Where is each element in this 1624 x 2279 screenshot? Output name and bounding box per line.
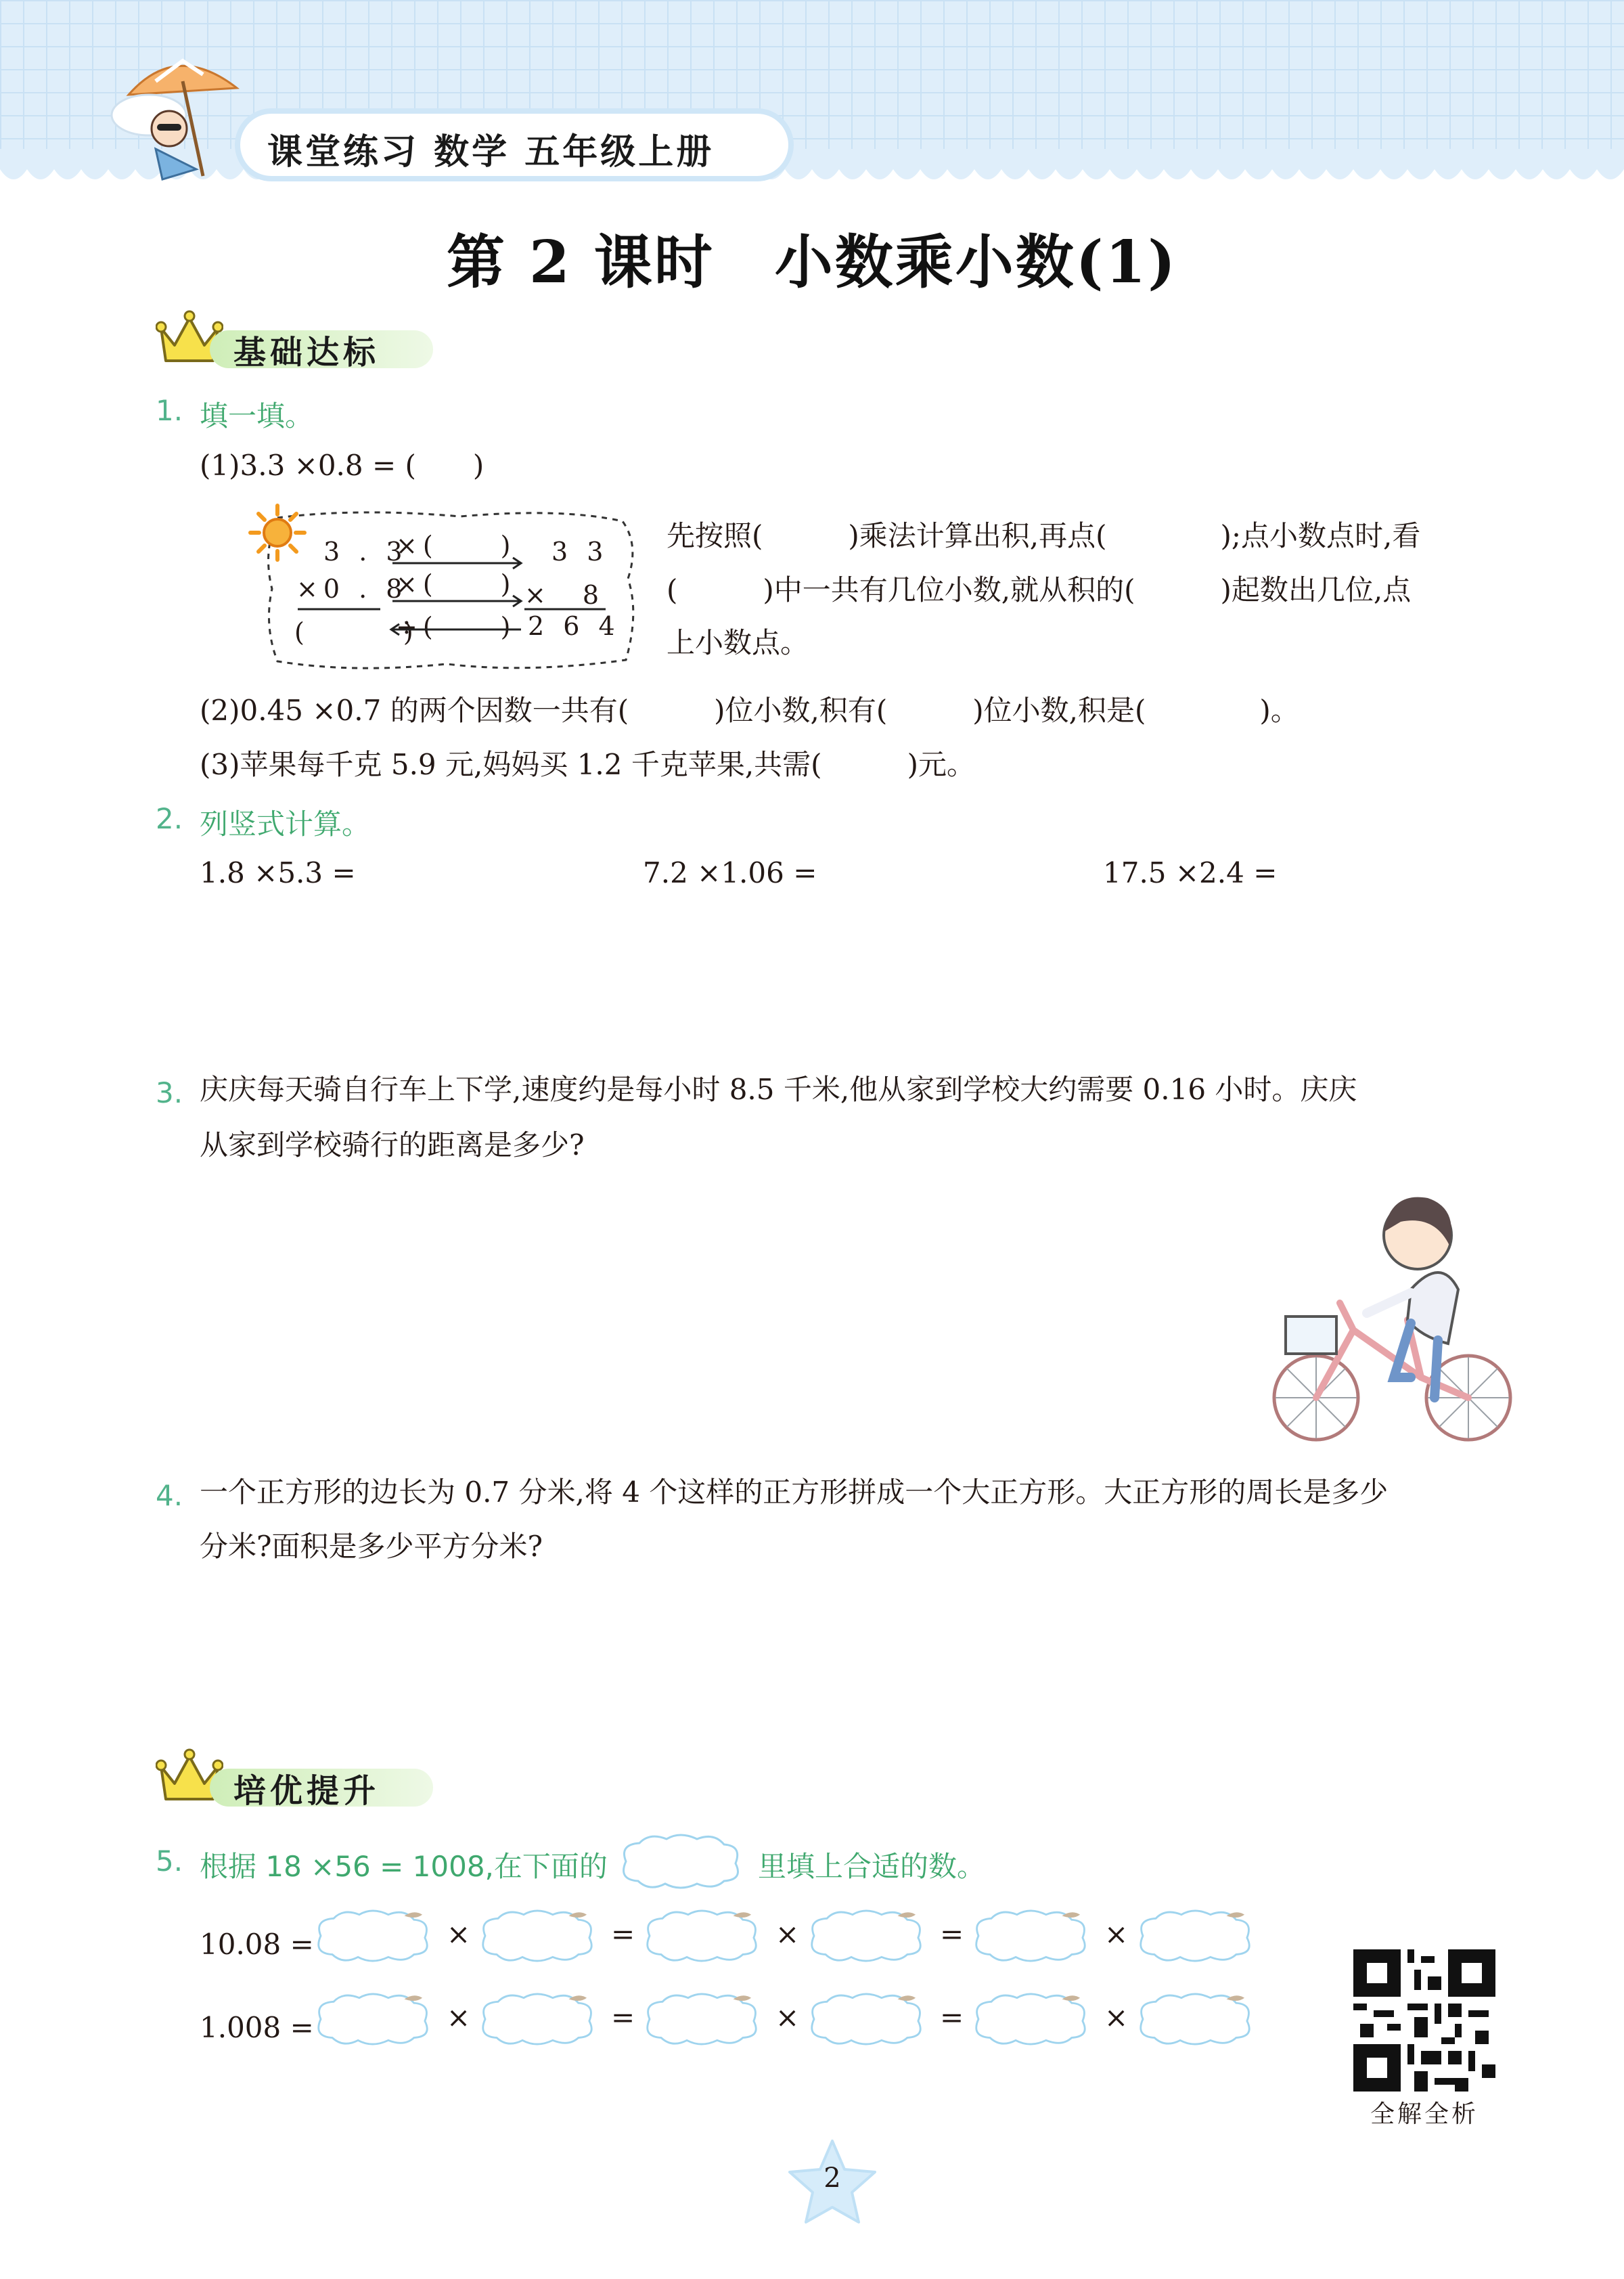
qr-code-pattern: [1353, 1949, 1495, 2092]
q4-number: 4.: [156, 1479, 183, 1512]
cloud-blank-r2-c2[interactable]: [472, 1989, 601, 2050]
diagram-r2-right: × 8: [524, 580, 605, 610]
cloud-blank-r2-c3[interactable]: [637, 1989, 765, 2050]
q5-row2-operator-1: ×: [447, 2001, 471, 2034]
cloud-blank-r2-c1[interactable]: [308, 1989, 436, 2050]
diagram-r3-op: ÷( ): [396, 612, 516, 642]
diagram-r2-op: ×( ): [396, 569, 516, 599]
q5-row2-label: 1.008 =: [200, 2011, 314, 2044]
cyclist-illustration: [1265, 1174, 1522, 1459]
q5-row1-label: 10.08 =: [200, 1928, 314, 1961]
cloud-blank-r2-c6[interactable]: [1130, 1989, 1259, 2050]
q2-item-1: 1.8 ×5.3 =: [200, 856, 356, 889]
q5-row1-operator-4: =: [940, 1918, 964, 1951]
diagram-r1-op: ×( ): [396, 531, 516, 560]
diagram-r1-left: 3 . 3: [323, 537, 408, 567]
cloud-blank-r2-c4[interactable]: [801, 1989, 930, 2050]
q2-number: 2.: [156, 802, 183, 835]
q3-line1: 庆庆每天骑自行车上下学,速度约是每小时 8.5 千米,他从家到学校大约需要 0.16 小时。庆庆: [200, 1073, 1357, 1106]
q5-title-part1: 根据 18 ×56 = 1008,在下面的: [200, 1850, 608, 1883]
diagram-arrows: [291, 548, 609, 643]
cloud-blank-r1-c1[interactable]: [308, 1905, 436, 1966]
q2-item-3: 17.5 ×2.4 =: [1103, 856, 1278, 889]
q5-row2-operator-5: ×: [1104, 2001, 1129, 2034]
section-title-advanced: 培优提升: [233, 1772, 380, 1810]
diagram-r3-left: ( ): [294, 617, 419, 647]
q1-part1: (1)3.3 ×0.8 = ( ): [200, 449, 484, 482]
q5-row2-operator-3: ×: [775, 2001, 800, 2034]
q5-row1-operator-1: ×: [447, 1918, 471, 1951]
page-title: 第 2 课时 小数乘小数(1): [447, 228, 1177, 296]
cloud-blank-r1-c5[interactable]: [966, 1905, 1094, 1966]
cloud-blank-r1-c4[interactable]: [801, 1905, 930, 1966]
q5-row2-operator-2: =: [611, 2001, 635, 2034]
q3-line2: 从家到学校骑行的距离是多少?: [200, 1128, 585, 1161]
cloud-blank-r1-c6[interactable]: [1130, 1905, 1259, 1966]
q1-title: 填一填。: [200, 399, 314, 433]
qr-caption: 全解全析: [1370, 2100, 1479, 2128]
cloud-blank-sample: [612, 1831, 748, 1892]
q5-row1-operator-3: ×: [775, 1918, 800, 1951]
q5-number: 5.: [156, 1844, 183, 1878]
page-number: 2: [824, 2163, 841, 2194]
cloud-blank-r1-c3[interactable]: [637, 1905, 765, 1966]
qr-code: [1353, 1949, 1495, 2092]
cloud-blank-r1-c2[interactable]: [472, 1905, 601, 1966]
section-title-basic: 基础达标: [233, 334, 380, 372]
q1-part3: (3)苹果每千克 5.9 元,妈妈买 1.2 千克苹果,共需( )元。: [200, 748, 975, 781]
q2-item-2: 7.2 ×1.06 =: [643, 856, 817, 889]
q1-number: 1.: [156, 394, 183, 427]
q1-part2: (2)0.45 ×0.7 的两个因数一共有( )位小数,积有( )位小数,积是( )。: [200, 694, 1299, 727]
q3-number: 3.: [156, 1076, 183, 1109]
child-umbrella-illustration: [102, 54, 264, 190]
book-header-title: 课堂练习 数学 五年级上册: [267, 132, 715, 173]
q5-row1-operator-5: ×: [1104, 1918, 1129, 1951]
diagram-r1-right: 3 3: [551, 537, 609, 567]
q5-row1-operator-2: =: [611, 1918, 635, 1951]
diagram-r2-left: ×0 . 8: [296, 574, 408, 604]
diagram-r3-right: 2 6 4: [528, 611, 621, 641]
q5-row2-operator-4: =: [940, 2001, 964, 2034]
q2-title: 列竖式计算。: [200, 807, 371, 841]
q4-line2: 分米?面积是多少平方分米?: [200, 1530, 543, 1563]
q1-explanation-line3: 上小数点。: [667, 626, 809, 659]
q5-title-part2: 里填上合适的数。: [758, 1850, 986, 1883]
q1-explanation-line2: ( )中一共有几位小数,就从积的( )起数出几位,点: [667, 573, 1412, 606]
q4-line1: 一个正方形的边长为 0.7 分米,将 4 个这样的正方形拼成一个大正方形。大正方形的周长是多少: [200, 1476, 1389, 1509]
q1-explanation-line1: 先按照( )乘法计算出积,再点( );点小数点时,看: [667, 519, 1421, 552]
cloud-blank-r2-c5[interactable]: [966, 1989, 1094, 2050]
